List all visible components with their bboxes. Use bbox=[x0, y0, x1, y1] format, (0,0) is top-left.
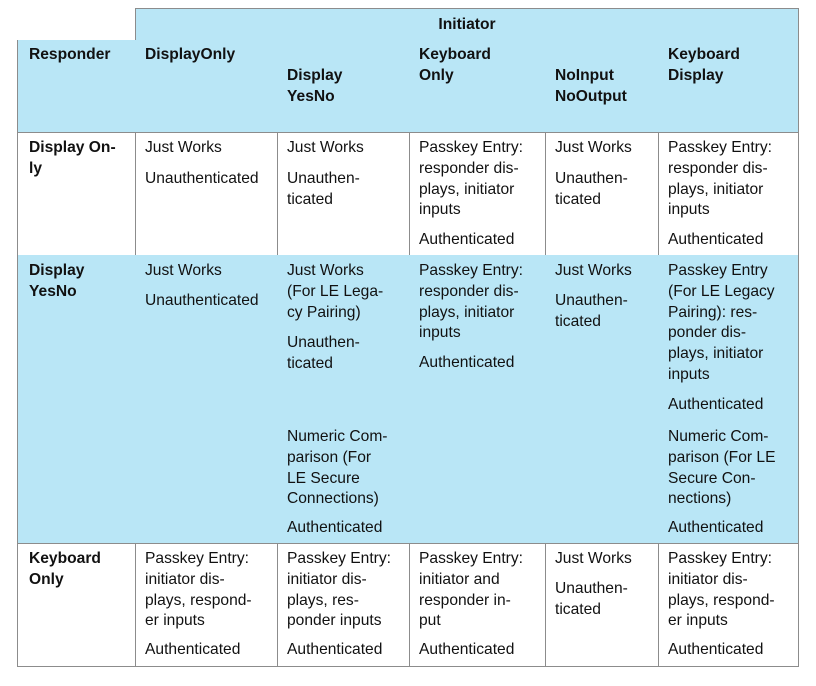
pairing-method: Passkey Entry: responder dis- plays, initiator inputs bbox=[419, 139, 523, 219]
responder-header-cell bbox=[17, 40, 136, 133]
row-header-label: Keyboard Only bbox=[29, 550, 101, 588]
pairing-method: Just Works bbox=[555, 262, 632, 279]
table-cell bbox=[658, 255, 799, 422]
pairing-method: Passkey Entry: responder dis- plays, initiator inputs bbox=[419, 262, 523, 342]
pairing-method: Numeric Com- parison (For LE Secure Con- nections) bbox=[668, 428, 776, 508]
column-header-label: Keyboard Display bbox=[668, 46, 740, 84]
table-cell bbox=[135, 255, 278, 544]
security-level: Unauthen- ticated bbox=[555, 170, 628, 208]
column-header-label: Display YesNo bbox=[287, 67, 343, 105]
pairing-method: Passkey Entry (For LE Legacy Pairing): res- ponder dis- plays, initiator inputs bbox=[668, 262, 775, 383]
security-level: Unauthen- ticated bbox=[287, 334, 360, 372]
column-header-keyboard-only bbox=[409, 40, 546, 133]
pairing-method: Passkey Entry: initiator dis- plays, res- ponder inputs bbox=[287, 550, 391, 630]
row-header-keyboard-only bbox=[17, 543, 136, 667]
pairing-method: Passkey Entry: initiator and responder in- put bbox=[419, 550, 523, 630]
pairing-method: Passkey Entry: initiator dis- plays, respond- er inputs bbox=[668, 550, 775, 630]
security-level: Authenticated bbox=[419, 641, 515, 658]
pairing-method: Just Works (For LE Lega- cy Pairing) bbox=[287, 262, 384, 321]
initiator-header-cell bbox=[135, 8, 799, 41]
pairing-method: Just Works bbox=[555, 139, 632, 156]
row-header-display-only bbox=[17, 132, 136, 256]
column-header-noinput-nooutput bbox=[545, 40, 659, 133]
table-cell bbox=[658, 421, 799, 544]
table-cell bbox=[658, 132, 799, 256]
pairing-method: Just Works bbox=[145, 262, 222, 279]
pairing-method: Just Works bbox=[287, 139, 364, 156]
security-level: Authenticated bbox=[145, 641, 241, 658]
row-header-label: Display On- ly bbox=[29, 139, 116, 177]
table-cell bbox=[409, 132, 546, 256]
table-cell bbox=[545, 132, 659, 256]
initiator-header-label: Initiator bbox=[438, 16, 496, 33]
column-header-label: NoInput NoOutput bbox=[555, 67, 627, 105]
pairing-method: Just Works bbox=[555, 550, 632, 567]
security-level: Unauthen- ticated bbox=[555, 292, 628, 330]
table-cell bbox=[277, 255, 410, 422]
table-cell bbox=[135, 543, 278, 667]
column-header-label: Keyboard Only bbox=[419, 46, 491, 84]
table-cell bbox=[409, 543, 546, 667]
table-cell bbox=[277, 543, 410, 667]
table-cell bbox=[409, 255, 546, 544]
security-level: Authenticated bbox=[668, 396, 764, 413]
security-level: Unauthen- ticated bbox=[287, 170, 360, 208]
column-header-displayonly bbox=[135, 40, 278, 133]
responder-header-label: Responder bbox=[29, 46, 111, 63]
security-level: Authenticated bbox=[419, 354, 515, 371]
security-level: Unauthenticated bbox=[145, 170, 259, 187]
pairing-method: Passkey Entry: responder dis- plays, initiator inputs bbox=[668, 139, 772, 219]
pairing-method: Numeric Com- parison (For LE Secure Connections) bbox=[287, 428, 388, 508]
pairing-method: Passkey Entry: initiator dis- plays, respond- er inputs bbox=[145, 550, 252, 630]
table-cell bbox=[545, 543, 659, 667]
security-level: Authenticated bbox=[419, 231, 515, 248]
security-level: Authenticated bbox=[668, 231, 764, 248]
security-level: Authenticated bbox=[287, 641, 383, 658]
security-level: Authenticated bbox=[668, 641, 764, 658]
table-cell bbox=[135, 132, 278, 256]
column-header-keyboard-display bbox=[658, 40, 799, 133]
security-level: Authenticated bbox=[287, 519, 383, 536]
table-cell bbox=[545, 255, 659, 544]
column-header-display-yesno bbox=[277, 40, 410, 133]
security-level: Unauthen- ticated bbox=[555, 580, 628, 618]
security-level: Unauthenticated bbox=[145, 292, 259, 309]
column-header-label: DisplayOnly bbox=[145, 46, 236, 63]
row-header-label: Display YesNo bbox=[29, 262, 85, 300]
table-cell bbox=[277, 421, 410, 544]
table-cell bbox=[658, 543, 799, 667]
security-level: Authenticated bbox=[668, 519, 764, 536]
table-cell bbox=[277, 132, 410, 256]
row-header-display-yesno bbox=[17, 255, 136, 544]
pairing-method: Just Works bbox=[145, 139, 222, 156]
